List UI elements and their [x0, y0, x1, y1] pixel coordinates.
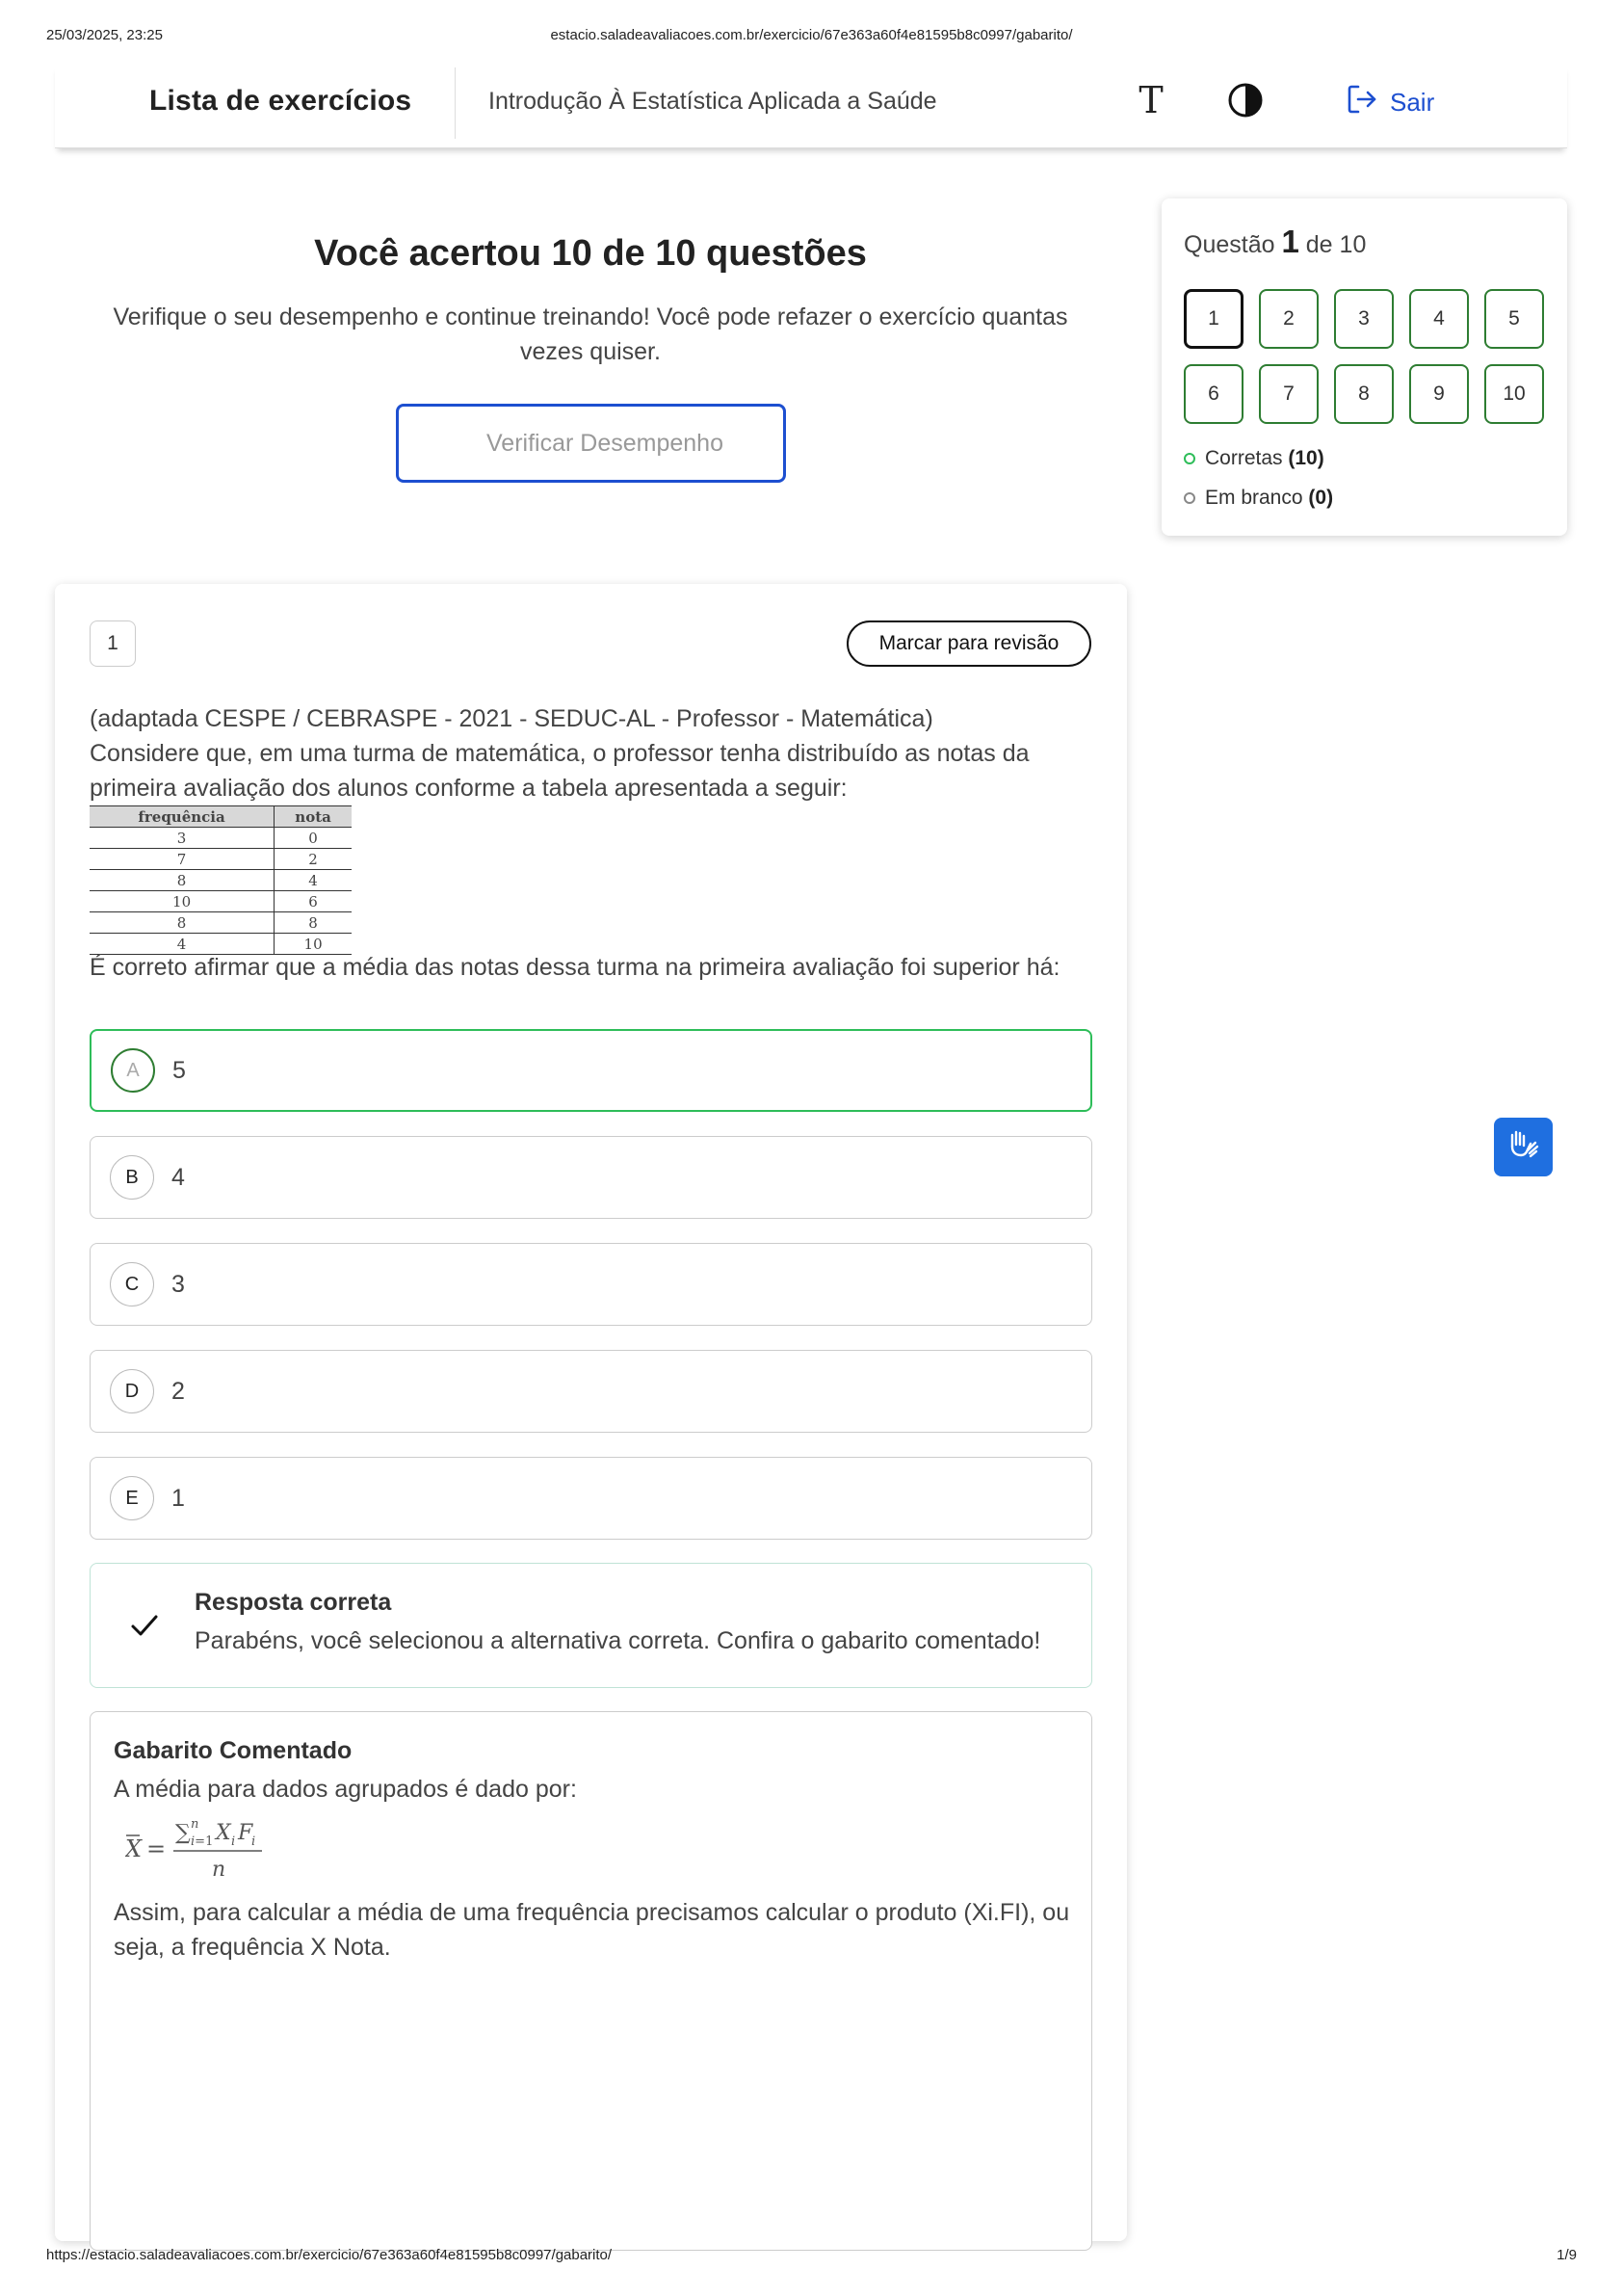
question-button-10[interactable]: 10 — [1484, 364, 1544, 424]
explanation-line: Assim, para calcular a média de uma frequência precisamos calcular o produto (Xi.FI), ou seja, a frequência X Nota. — [114, 1899, 1070, 1961]
option-letter: E — [110, 1476, 154, 1520]
table-cell: 2 — [275, 849, 352, 870]
sign-language-hands-icon — [1505, 1125, 1543, 1169]
question-button-1[interactable]: 1 — [1184, 289, 1243, 349]
explanation-line: A média para dados agrupados é dado por: — [114, 1776, 577, 1803]
question-button-3[interactable]: 3 — [1334, 289, 1394, 349]
table-cell: 10 — [275, 934, 352, 955]
legend-blank — [1184, 487, 1333, 510]
question-button-2[interactable]: 2 — [1259, 289, 1319, 349]
logout-label: Sair — [1390, 87, 1435, 117]
mean-formula — [125, 1814, 318, 1884]
svg-text:n: n — [212, 1858, 226, 1882]
svg-text:F: F — [238, 1821, 253, 1845]
commented-answer — [90, 1711, 1092, 2251]
navigator-label: Questão — [1184, 231, 1275, 258]
print-footer — [0, 2247, 1623, 2266]
verify-performance-button[interactable]: Verificar Desempenho — [396, 404, 786, 483]
option-text: 4 — [171, 1163, 185, 1191]
option-letter: D — [110, 1369, 154, 1413]
print-header — [0, 27, 1623, 46]
question-statement: Considere que, em uma turma de matemática, o professor tenha distribuído as notas da primeira avaliação dos alunos conforme a tabela apresentada a seguir: — [90, 740, 1030, 802]
question-button-9[interactable]: 9 — [1409, 364, 1469, 424]
legend-correct — [1184, 447, 1324, 470]
svg-text:i: i — [231, 1834, 236, 1849]
correct-dot-icon — [1184, 453, 1195, 464]
nav-divider — [455, 67, 456, 139]
table-cell: 8 — [90, 870, 275, 891]
print-footer-url: https://estacio.saladeavaliacoes.com.br/exercicio/67e363a60f4e81595b8c0997/gabarito/ — [46, 2247, 613, 2263]
top-navbar — [55, 64, 1567, 148]
legend-blank-count: (0) — [1308, 487, 1334, 509]
question-button-8[interactable]: 8 — [1334, 364, 1394, 424]
blank-dot-icon — [1184, 492, 1195, 504]
table-cell: 0 — [275, 828, 352, 849]
option-text: 1 — [171, 1484, 185, 1512]
option-text: 3 — [171, 1270, 185, 1298]
option-letter: B — [110, 1155, 154, 1200]
svg-text:i=1: i=1 — [191, 1834, 214, 1849]
question-prompt: É correto afirmar que a média das notas dessa turma na primeira avaliação foi superior há: — [90, 954, 1060, 981]
option-letter: A — [111, 1048, 155, 1093]
option-b[interactable] — [90, 1136, 1092, 1219]
svg-text:=: = — [146, 1835, 167, 1862]
legend-correct-label: Corretas — [1205, 447, 1283, 469]
table-cell: 6 — [275, 891, 352, 912]
mark-for-review-button[interactable]: Marcar para revisão — [847, 620, 1091, 667]
question-grid — [1184, 289, 1550, 424]
navigator-header — [1184, 224, 1366, 260]
option-text: 2 — [171, 1377, 185, 1405]
question-number: 1 — [90, 620, 136, 667]
table-cell: 4 — [90, 934, 275, 955]
logout-icon — [1346, 83, 1378, 122]
score-text: Verifique o seu desempenho e continue treinando! Você pode refazer o exercício quantas vezes quiser. — [113, 303, 1068, 365]
page-title: Lista de exercícios — [149, 85, 412, 117]
font-size-icon[interactable]: T — [1139, 79, 1164, 121]
option-e[interactable] — [90, 1457, 1092, 1540]
question-button-7[interactable]: 7 — [1259, 364, 1319, 424]
svg-text:n: n — [191, 1817, 199, 1832]
contrast-icon[interactable] — [1226, 81, 1265, 119]
svg-text:X: X — [216, 1821, 231, 1845]
table-row — [90, 828, 352, 849]
subject-title: Introdução À Estatística Aplicada a Saúde — [488, 88, 937, 115]
table-header: nota — [275, 806, 352, 828]
option-c[interactable] — [90, 1243, 1092, 1326]
table-row — [90, 934, 352, 955]
question-navigator — [1162, 198, 1567, 536]
score-section — [55, 212, 1126, 483]
navigator-current: 1 — [1281, 224, 1299, 259]
question-source: (adaptada CESPE / CEBRASPE - 2021 - SEDUC-AL - Professor - Matemática) — [90, 705, 933, 732]
feedback-text: Parabéns, você selecionou a alternativa correta. Confira o gabarito comentado! — [195, 1627, 1041, 1654]
svg-text:∑: ∑ — [175, 1821, 191, 1845]
table-cell: 4 — [275, 870, 352, 891]
table-cell: 10 — [90, 891, 275, 912]
navigator-total: de 10 — [1305, 231, 1367, 258]
logout-button[interactable] — [1346, 83, 1434, 121]
table-cell: 3 — [90, 828, 275, 849]
question-text — [90, 701, 1101, 805]
table-row — [90, 870, 352, 891]
table-cell: 8 — [275, 912, 352, 934]
option-letter: C — [110, 1262, 154, 1306]
check-icon — [125, 1606, 164, 1645]
frequency-table — [90, 805, 352, 955]
explanation-title: Gabarito Comentado — [114, 1737, 353, 1764]
option-text: 5 — [172, 1056, 186, 1084]
feedback-title: Resposta correta — [195, 1589, 392, 1616]
table-cell: 7 — [90, 849, 275, 870]
score-title: Você acertou 10 de 10 questões — [314, 233, 867, 274]
question-button-4[interactable]: 4 — [1409, 289, 1469, 349]
table-row — [90, 912, 352, 934]
print-page-number: 1/9 — [1557, 2247, 1577, 2263]
print-date: 25/03/2025, 23:25 — [46, 27, 163, 43]
svg-text:i: i — [251, 1834, 256, 1849]
answer-feedback — [90, 1563, 1092, 1688]
print-url: estacio.saladeavaliacoes.com.br/exercicio/67e363a60f4e81595b8c0997/gabarito/ — [550, 27, 1073, 43]
question-button-5[interactable]: 5 — [1484, 289, 1544, 349]
table-cell: 8 — [90, 912, 275, 934]
table-row — [90, 891, 352, 912]
svg-text:X: X — [125, 1835, 143, 1862]
question-card — [55, 584, 1127, 2241]
table-row — [90, 849, 352, 870]
option-d[interactable] — [90, 1350, 1092, 1433]
table-header: frequência — [90, 806, 275, 828]
option-a[interactable] — [90, 1029, 1092, 1112]
question-button-6[interactable]: 6 — [1184, 364, 1243, 424]
legend-blank-label: Em branco — [1205, 487, 1303, 509]
legend-correct-count: (10) — [1288, 447, 1324, 469]
libras-accessibility-button[interactable] — [1494, 1118, 1553, 1176]
